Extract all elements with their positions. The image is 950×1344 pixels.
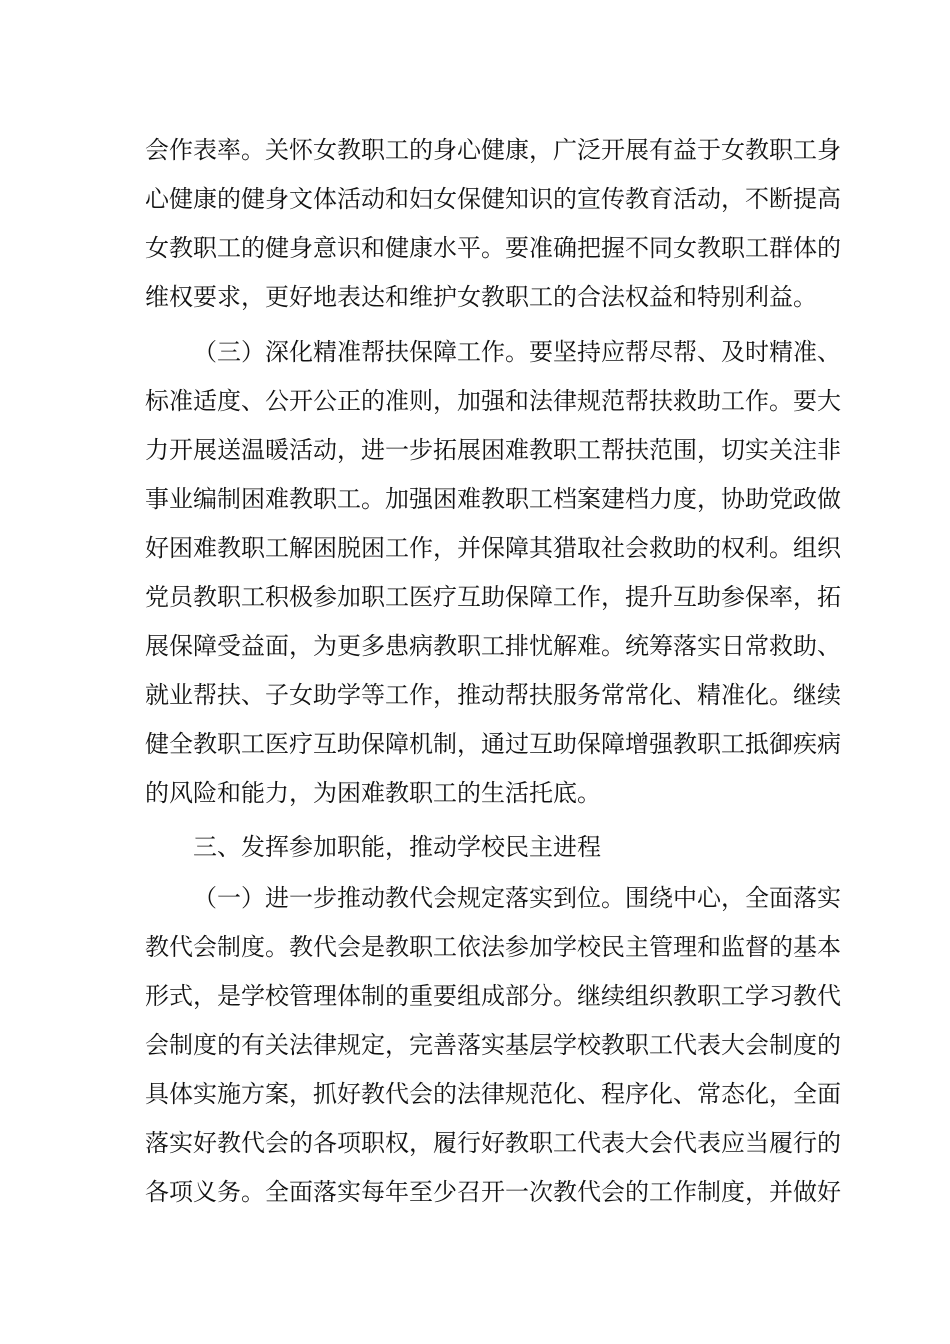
text-line: 具体实施方案，抓好教代会的法律规范化、程序化、常态化，全面	[145, 1080, 841, 1108]
text-line: 会作表率。关怀女教职工的身心健康，广泛开展有益于女教职工身	[145, 136, 841, 164]
text-line: 的风险和能力，为困难教职工的生活托底。	[145, 779, 601, 807]
text-line: 教代会制度。教代会是教职工依法参加学校民主管理和监督的基本	[145, 933, 841, 961]
chapter-heading: 三、发挥参加职能，推动学校民主进程	[193, 833, 601, 861]
text-line: 女教职工的健身意识和健康水平。要准确把握不同女教职工群体的	[145, 234, 841, 262]
section-heading: （三）深化精准帮扶保障工作。要坚持应帮尽帮、及时精准、	[193, 338, 841, 366]
text-line: 力开展送温暖活动，进一步拓展困难教职工帮扶范围，切实关注非	[145, 436, 841, 464]
text-line: 展保障受益面，为更多患病教职工排忧解难。统筹落实日常救助、	[145, 632, 841, 660]
text-line: 各项义务。全面落实每年至少召开一次教代会的工作制度，并做好	[145, 1178, 841, 1206]
text-line: 维权要求，更好地表达和维护女教职工的合法权益和特别利益。	[145, 283, 817, 311]
text-line: 会制度的有关法律规定，完善落实基层学校教职工代表大会制度的	[145, 1031, 841, 1059]
text-line: 心健康的健身文体活动和妇女保健知识的宣传教育活动，不断提高	[145, 185, 841, 213]
text-line: 落实好教代会的各项职权，履行好教职工代表大会代表应当履行的	[145, 1129, 841, 1157]
text-line: 就业帮扶、子女助学等工作，推动帮扶服务常常化、精准化。继续	[145, 681, 841, 709]
text-line: 党员教职工积极参加职工医疗互助保障工作，提升互助参保率，拓	[145, 583, 841, 611]
text-line: 好困难教职工解困脱困工作，并保障其猎取社会救助的权利。组织	[145, 534, 841, 562]
text-line: 健全教职工医疗互助保障机制，通过互助保障增强教职工抵御疾病	[145, 730, 841, 758]
text-line: 标准适度、公开公正的准则，加强和法律规范帮扶救助工作。要大	[145, 387, 841, 415]
text-line: 形式，是学校管理体制的重要组成部分。继续组织教职工学习教代	[145, 982, 841, 1010]
section-heading: （一）进一步推动教代会规定落实到位。围绕中心，全面落实	[193, 884, 841, 912]
text-line: 事业编制困难教职工。加强困难教职工档案建档力度，协助党政做	[145, 485, 841, 513]
